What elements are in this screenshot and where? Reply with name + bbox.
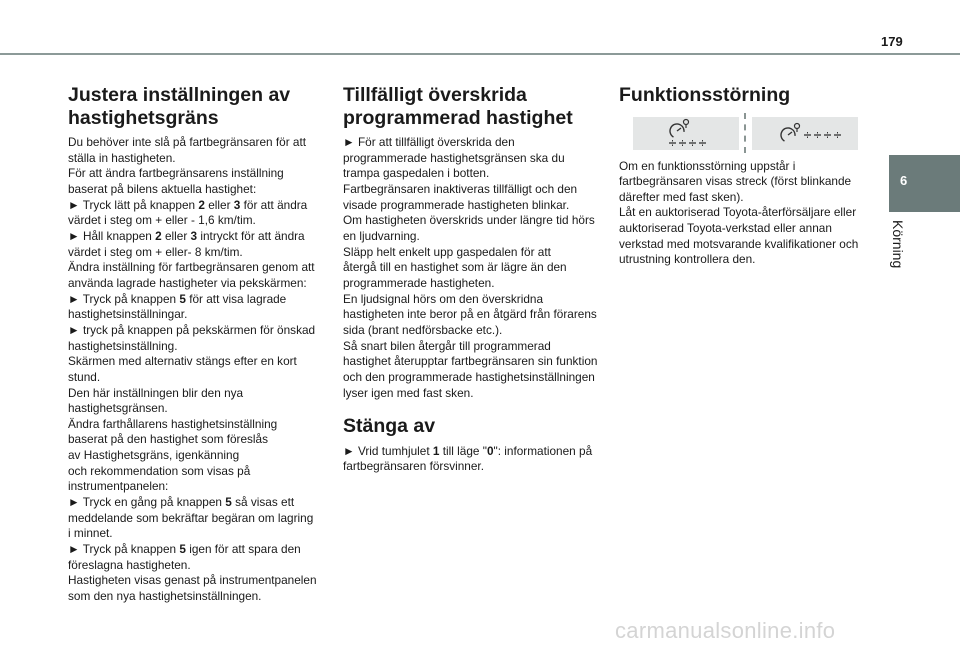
text-line: ► tryck på knappen på pekskärmen för önskad bbox=[68, 322, 316, 337]
text-line: lyser igen med fast sken. bbox=[343, 385, 474, 400]
text-segment: så visas ett bbox=[231, 495, 295, 510]
section-body bbox=[68, 135, 317, 605]
section-heading bbox=[343, 415, 597, 438]
section bbox=[343, 415, 597, 475]
watermark: carmanualsonline.info bbox=[615, 618, 836, 643]
text-line: hastigheten inte beror på en åtgärd från förarens bbox=[343, 307, 597, 322]
text-line: värdet i steg om + eller - 1,6 km/tim. bbox=[68, 213, 256, 228]
section-body bbox=[619, 159, 858, 269]
text-segment: ► Tryck lätt på knappen bbox=[68, 197, 199, 212]
text-line: baserat på den hastighet som föreslås bbox=[68, 432, 269, 447]
text-segment: för att visa lagrade bbox=[185, 291, 287, 306]
text-segment: ► Tryck en gång på knappen bbox=[68, 495, 226, 510]
text-line: För att ändra fartbegränsarens inställning bbox=[68, 166, 284, 181]
text-segment: ► Håll knappen bbox=[68, 228, 156, 243]
text-line: Låt en auktoriserad Toyota-återförsäljare eller bbox=[619, 205, 857, 220]
text-segment: eller bbox=[204, 197, 234, 212]
column-left bbox=[68, 84, 317, 605]
text-segment: eller bbox=[161, 228, 191, 243]
text-segment: ► Tryck på knappen bbox=[68, 291, 180, 306]
button-number: 3 bbox=[233, 197, 241, 212]
text-segment: intryckt för att ändra bbox=[197, 228, 305, 243]
text-line bbox=[68, 198, 317, 214]
text-line: programmerade hastighetsgränsen ska du bbox=[343, 150, 565, 165]
chapter-tab[interactable] bbox=[889, 155, 960, 212]
button-number: 3 bbox=[190, 228, 198, 243]
text-line: sida (brant nedförsbacke etc.). bbox=[343, 322, 503, 337]
page-number: 179 bbox=[881, 34, 903, 49]
text-line: Fartbegränsaren inaktiveras tillfälligt och den bbox=[343, 181, 578, 196]
text-line: av Hastighetsgräns, igenkänning bbox=[68, 448, 240, 463]
heading-line: Tillfälligt överskrida bbox=[343, 84, 527, 106]
heading-line: hastighetsgräns bbox=[68, 106, 219, 129]
text-line bbox=[68, 495, 317, 511]
text-line: Du behöver inte slå på fartbegränsaren för att bbox=[68, 135, 307, 149]
heading-line: Justera inställningen av bbox=[68, 84, 291, 106]
text-line: Skärmen med alternativ stängs efter en kort bbox=[68, 354, 297, 369]
text-segment: för att ändra bbox=[240, 197, 308, 212]
heading-line: Stänga av bbox=[343, 415, 436, 438]
text-line: en ljudvarning. bbox=[343, 228, 420, 243]
text-segment: ": informationen på bbox=[493, 443, 593, 458]
text-line: använda lagrade hastigheter via pekskärmen: bbox=[68, 275, 307, 290]
button-number: 2 bbox=[198, 197, 205, 212]
heading-line: Funktionsstörning bbox=[619, 84, 791, 106]
text-segment: ► Vrid tumhjulet bbox=[343, 443, 433, 458]
chapter-label: Körning bbox=[890, 220, 906, 269]
chapter-number: 6 bbox=[900, 173, 908, 188]
text-line: Så snart bilen återgår till programmerad bbox=[343, 338, 551, 353]
divider bbox=[744, 113, 746, 153]
section bbox=[68, 84, 317, 605]
text-line: Om en funktionsstörning uppstår i bbox=[619, 158, 796, 173]
text-line bbox=[68, 542, 317, 558]
speed-limiter-fault-dashes-right-icon bbox=[752, 117, 858, 150]
text-line: Ändra farthållarens hastighetsinställning bbox=[68, 416, 278, 431]
text-segment: ► Tryck på knappen bbox=[68, 542, 180, 557]
button-number: 2 bbox=[155, 228, 162, 243]
text-line bbox=[68, 229, 317, 245]
text-line: Ändra inställning för fartbegränsaren genom att bbox=[68, 260, 315, 275]
text-line: fartbegränsaren visas streck (först blinkande bbox=[619, 174, 852, 189]
indicator-icons bbox=[633, 117, 858, 153]
text-line: instrumentpanelen: bbox=[68, 479, 169, 494]
section-heading bbox=[68, 84, 317, 129]
text-line: trampa gaspedalen i botten. bbox=[343, 166, 490, 181]
text-line: En ljudsignal hörs om den överskridna bbox=[343, 291, 543, 306]
text-line bbox=[343, 444, 597, 460]
text-line: auktoriserad Toyota-verkstad eller annan bbox=[619, 221, 832, 236]
text-line: visade programmerade hastigheten blinkar. bbox=[343, 197, 570, 212]
text-line: programmerade hastigheten. bbox=[343, 275, 495, 290]
text-line: Hastigheten visas genast på instrumentpanelen bbox=[68, 573, 317, 588]
text-line: meddelande som bekräftar begäran om lagring bbox=[68, 510, 314, 525]
button-number: 5 bbox=[225, 495, 232, 510]
text-line bbox=[68, 292, 317, 308]
button-number: 5 bbox=[179, 291, 186, 306]
text-line: som den nya hastighetsinställningen. bbox=[68, 589, 262, 604]
text-line: stund. bbox=[68, 369, 101, 384]
section bbox=[343, 84, 597, 401]
text-line: och den programmerade hastighetsinställningen bbox=[343, 369, 595, 384]
text-line: utrustning kontrollera den. bbox=[619, 252, 756, 267]
text-line: därefter med fast sken). bbox=[619, 189, 744, 204]
text-line: i minnet. bbox=[68, 526, 113, 541]
text-line: Om hastigheten överskrids under längre tid hörs bbox=[343, 213, 595, 228]
section bbox=[619, 84, 858, 268]
header-rule bbox=[0, 53, 960, 55]
text-line: ställa in hastigheten. bbox=[68, 150, 176, 165]
text-line: hastighetsinställningar. bbox=[68, 307, 188, 322]
column-middle bbox=[343, 84, 597, 475]
text-line: hastighetsgränsen. bbox=[68, 401, 168, 416]
text-line: hastighetsinställning. bbox=[68, 338, 178, 353]
text-line: verkstad med motsvarande kvalifikationer och bbox=[619, 236, 859, 251]
section-heading bbox=[619, 84, 858, 107]
section-body bbox=[343, 444, 597, 475]
text-line: ► För att tillfälligt överskrida den bbox=[343, 135, 515, 149]
column-right bbox=[619, 84, 858, 268]
section-body bbox=[343, 135, 597, 401]
text-line: föreslagna hastigheten. bbox=[68, 557, 191, 572]
text-segment: till läge " bbox=[439, 443, 487, 458]
text-line: baserat på bilens aktuella hastighet: bbox=[68, 181, 257, 196]
speed-limiter-fault-dashes-below-icon bbox=[633, 117, 739, 150]
button-number: 0 bbox=[486, 443, 494, 458]
button-number: 1 bbox=[432, 443, 440, 458]
button-number: 5 bbox=[179, 542, 186, 557]
text-line: och rekommendation som visas på bbox=[68, 463, 251, 478]
text-line: hastighet återupptar fartbegränsaren sin funktion bbox=[343, 354, 598, 369]
text-line: Den här inställningen blir den nya bbox=[68, 385, 244, 400]
heading-line: programmerad hastighet bbox=[343, 106, 573, 129]
text-line: fartbegränsaren försvinner. bbox=[343, 459, 484, 474]
section-heading bbox=[343, 84, 597, 129]
text-line: återgå till en hastighet som är lägre än den bbox=[343, 260, 567, 275]
text-line: värdet i steg om + eller- 8 km/tim. bbox=[68, 244, 243, 259]
text-segment: igen för att spara den bbox=[185, 542, 301, 557]
text-line: Släpp helt enkelt upp gaspedalen för att bbox=[343, 244, 551, 259]
